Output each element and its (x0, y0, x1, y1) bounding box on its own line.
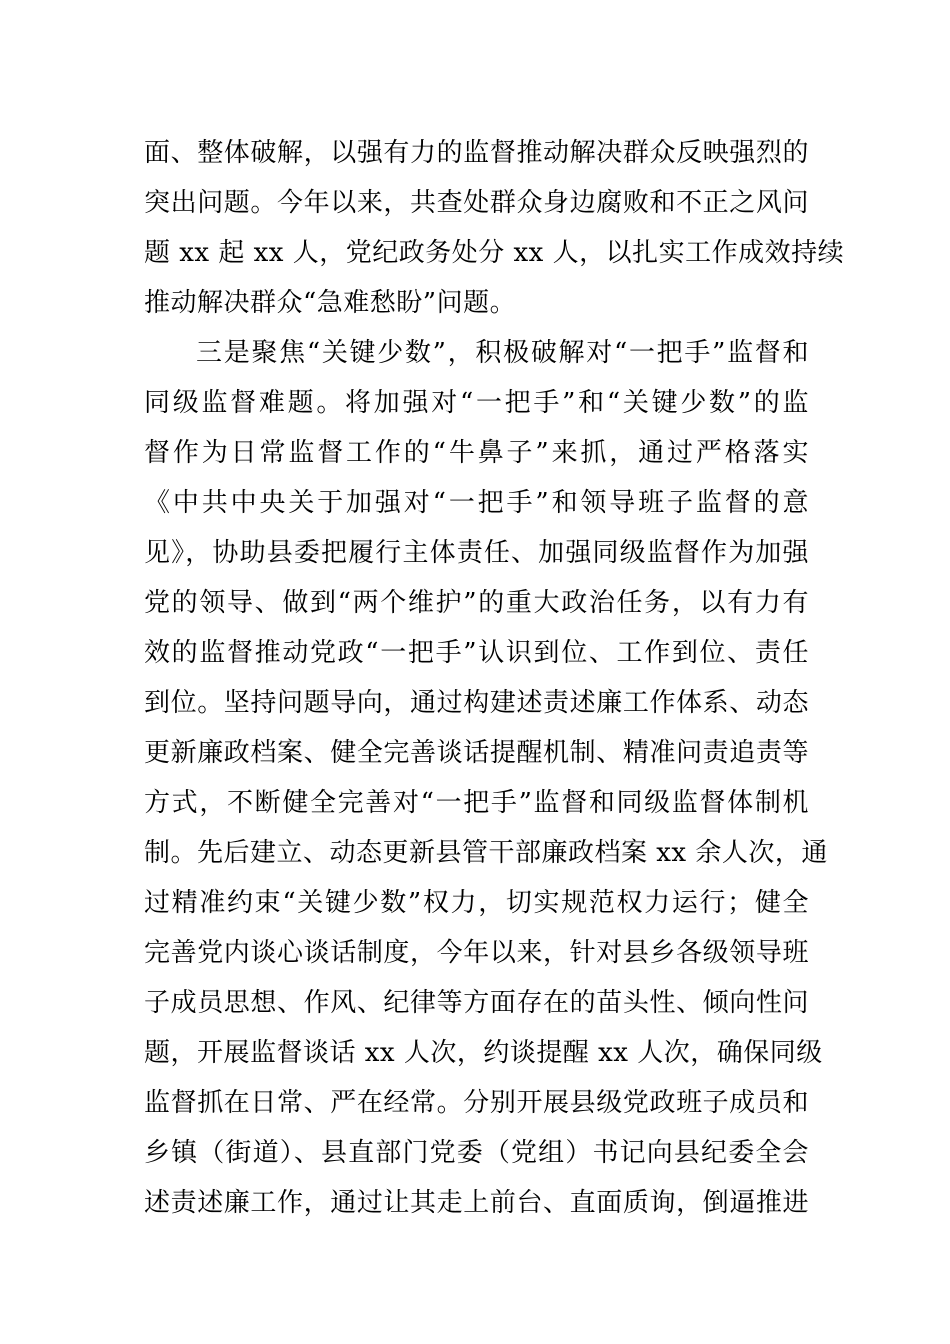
text-line: 面、整体破解，以强有力的监督推动解决群众反映强烈的 (144, 138, 809, 168)
text-line: 党的领导、做到“两个维护”的重大政治任务，以有力有 (144, 588, 809, 618)
text-line: 督作为日常监督工作的“牛鼻子”来抓，通过严格落实 (144, 438, 809, 468)
text-line: 见》，协助县委把履行主体责任、加强同级监督作为加强 (144, 538, 809, 568)
text-line: 推动解决群众“急难愁盼”问题。 (144, 288, 517, 318)
text-line: 题 xx 起 xx 人，党纪政务处分 xx 人，以扎实工作成效持续 (144, 238, 845, 268)
text-line: 监督抓在日常、严在经常。分别开展县级党政班子成员和 (144, 1088, 809, 1118)
document-body (144, 128, 845, 1228)
text-line: 完善党内谈心谈话制度，今年以来，针对县乡各级领导班 (144, 938, 809, 968)
text-line: 到位。坚持问题导向，通过构建述责述廉工作体系、动态 (144, 688, 809, 718)
text-line: 突出问题。今年以来，共查处群众身边腐败和不正之风问 (144, 188, 809, 218)
text-line: 题，开展监督谈话 xx 人次，约谈提醒 xx 人次，确保同级 (144, 1038, 823, 1068)
text-line: 更新廉政档案、健全完善谈话提醒机制、精准问责追责等 (144, 738, 809, 768)
text-line: 同级监督难题。将加强对“一把手”和“关键少数”的监 (144, 388, 809, 418)
text-line: 《中共中央关于加强对“一把手”和领导班子监督的意 (144, 488, 809, 518)
text-line: 过精准约束“关键少数”权力，切实规范权力运行；健全 (144, 888, 809, 918)
text-line: 制。先后建立、动态更新县管干部廉政档案 xx 余人次，通 (144, 838, 828, 868)
text-line: 方式，不断健全完善对“一把手”监督和同级监督体制机 (144, 788, 809, 818)
text-line: 乡镇（街道）、县直部门党委（党组）书记向县纪委全会 (144, 1138, 809, 1168)
text-line: 子成员思想、作风、纪律等方面存在的苗头性、倾向性问 (144, 988, 809, 1018)
paragraph-first-line: 三是聚焦“关键少数”，积极破解对“一把手”监督和 (196, 338, 809, 368)
text-line: 效的监督推动党政“一把手”认识到位、工作到位、责任 (144, 638, 809, 668)
text-line: 述责述廉工作，通过让其走上前台、直面质询，倒逼推进 (144, 1188, 809, 1218)
